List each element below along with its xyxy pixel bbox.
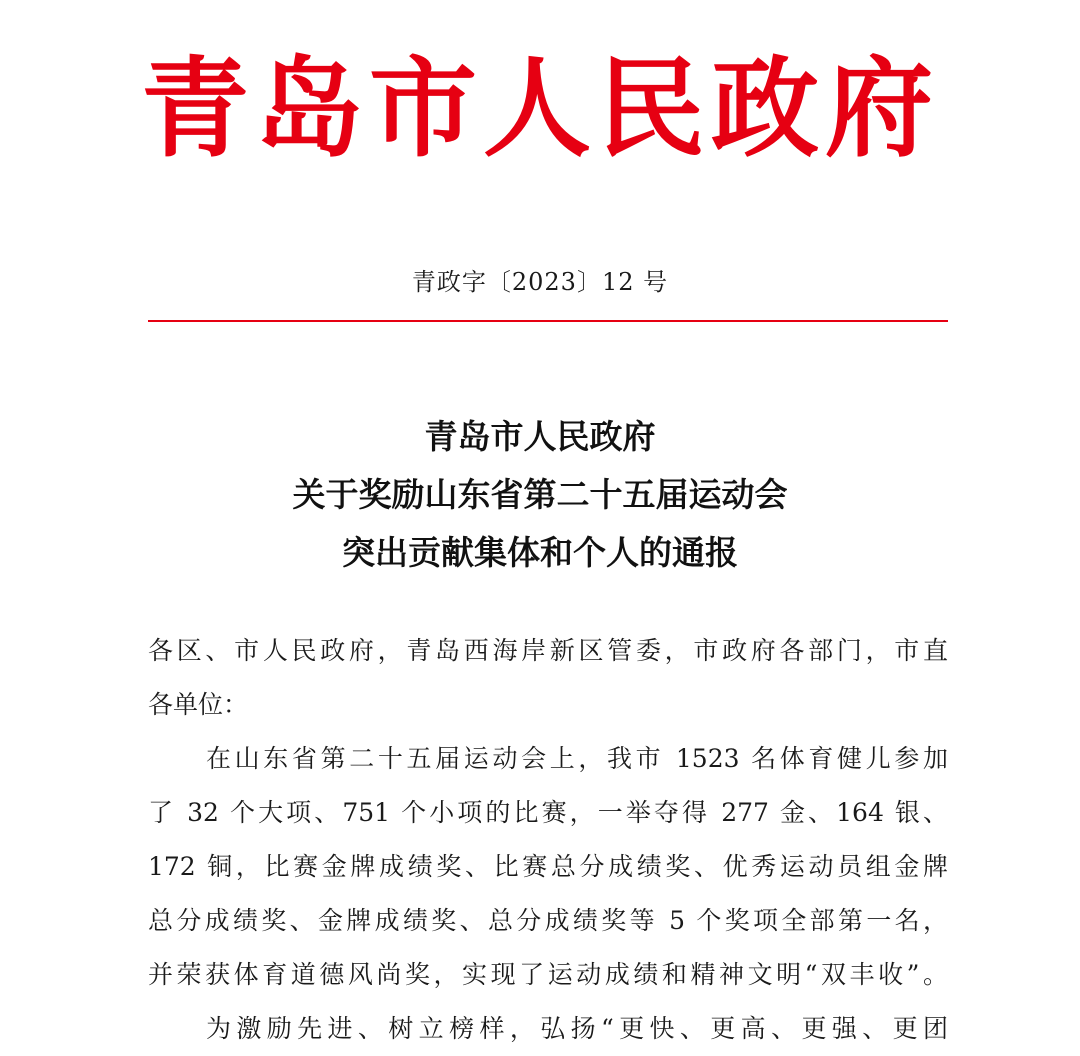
addressee-line: 各单位：	[148, 690, 249, 719]
title-line: 青岛市人民政府	[424, 417, 656, 456]
paragraph-line: 总分成绩奖、金牌成绩奖、总分成绩奖等 5 个奖项全部第一名，	[148, 906, 948, 935]
document-body	[148, 624, 948, 1056]
paragraph-line: 为激励先进、树立榜样，弘扬“更快、更高、更强、更团	[206, 1014, 948, 1043]
paragraph-line: 并荣获体育道德风尚奖，实现了运动成绩和精神文明“双丰收”。	[148, 960, 948, 989]
document-number: 青政字〔2023〕12 号	[411, 268, 669, 296]
paragraph-line: 172 铜，比赛金牌成绩奖、比赛总分成绩奖、优秀运动员组金牌	[148, 852, 948, 881]
issuing-authority-masthead: 青岛市人民政府	[140, 46, 939, 172]
addressee-line: 各区、市人民政府，青岛西海岸新区管委，市政府各部门，市直	[148, 636, 948, 665]
document-title	[0, 408, 1080, 582]
title-line: 关于奖励山东省第二十五届运动会	[292, 475, 788, 514]
paragraph-line: 在山东省第二十五届运动会上，我市 1523 名体育健儿参加	[206, 744, 948, 773]
title-line: 突出贡献集体和个人的通报	[342, 533, 738, 572]
paragraph-line: 了 32 个大项、751 个小项的比赛，一举夺得 277 金、164 银、	[148, 798, 948, 827]
red-separator-rule	[148, 320, 948, 322]
